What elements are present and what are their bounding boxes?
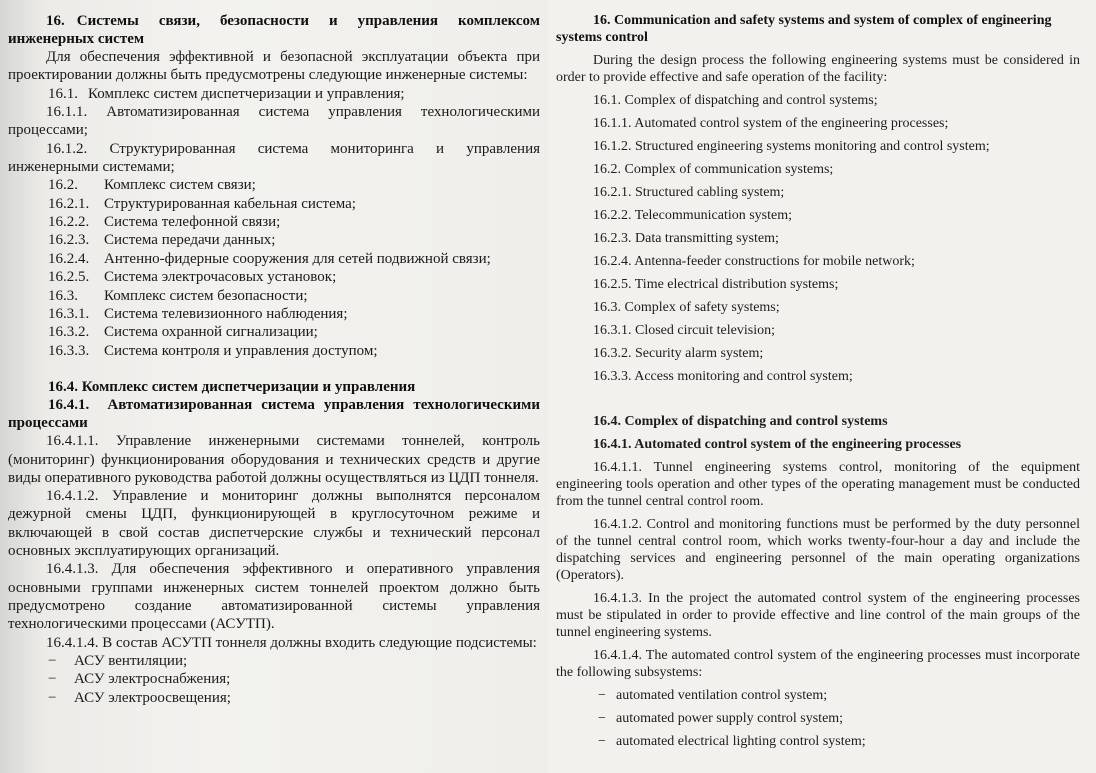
ru-list-item: 16.3.3. Система контроля и управления доступом; — [48, 342, 378, 359]
en-paragraph-16-4-1-3: 16.4.1.3. In the project the automated control system of the engineering processes must be stipulated in order to provide effective and line control of the main groups of the tunnel engineering systems. — [556, 591, 1080, 640]
ru-list-item: 16.2.4. Антенно-фидерные сооружения для сетей подвижной связи; — [48, 250, 491, 267]
ru-section-heading — [8, 12, 540, 48]
en-list-item: 16.2.3. Data transmitting system; — [593, 231, 779, 246]
spacer — [556, 385, 1080, 413]
en-list-item: 16.1.1. Automated control system of the engineering processes; — [593, 116, 949, 131]
en-bullet-item: − automated power supply control system; — [598, 711, 844, 726]
en-paragraph-16-4-1-2: 16.4.1.2. Control and monitoring functions must be performed by the duty personnel of the tunnel central control room, which works twenty-four-hour a day and include the dispatching services and engineering personnel of the main operating organizations (Operators). — [556, 517, 1080, 583]
ru-item-16-1-2: 16.1.2. Структурированная система мониторинга и управления инженерными системами; — [8, 140, 540, 175]
ru-paragraph-16-4-1-2: 16.4.1.2. Управление и мониторинг должны выполнятся персоналом дежурной смены ЦДП, функционирующей в круглосуточном режиме и включающей в свой состав диспетчерские службы и технический персонал основных эксплуатирующих организаций. — [8, 488, 540, 560]
ru-list-item: 16.2.5. Система электрочасовых установок; — [48, 269, 337, 286]
en-list-item: 16.2.5. Time electrical distribution systems; — [593, 277, 839, 292]
ru-section-number: 16. — [46, 13, 65, 29]
en-paragraph-16-4-1-4: 16.4.1.4. The automated control system of the engineering processes must incorporate the following subsystems: — [556, 648, 1080, 680]
en-section-heading: 16. Communication and safety systems and system of complex of engineering systems control — [556, 13, 1052, 45]
en-bullet-item: − automated ventilation control system; — [598, 688, 828, 703]
en-list-item: 16.3.2. Security alarm system; — [593, 346, 764, 361]
en-list-item: 16.3. Complex of safety systems; — [593, 300, 780, 315]
en-list-item: 16.2.1. Structured cabling system; — [593, 185, 785, 200]
spacer — [8, 360, 540, 378]
en-heading-16-4-1: 16.4.1. Automated control system of the engineering processes — [593, 437, 962, 452]
en-list-item: 16.1. Complex of dispatching and control systems; — [593, 93, 878, 108]
ru-list-item: 16.3. Комплекс систем безопасности; — [48, 287, 308, 304]
ru-list-item: 16.3.2. Система охранной сигнализации; — [48, 324, 318, 341]
ru-bullet-list — [8, 652, 540, 707]
ru-list-item: 16.2.3. Система передачи данных; — [48, 232, 276, 249]
ru-paragraph-16-4-1-1: 16.4.1.1. Управление инженерными системами тоннелей, контроль (мониторинг) функционирования оборудования и технических средств и другие виды оперативного руководства работой должны осуществляться из ЦДП тоннеля. — [8, 433, 540, 486]
ru-list-item: 16.2.2. Система телефонной связи; — [48, 214, 281, 230]
ru-heading-16-4: 16.4. Комплекс систем диспетчеризации и управления — [48, 379, 416, 396]
russian-text-block — [8, 12, 540, 707]
en-item-list — [556, 92, 1080, 385]
ru-list-item: 16.3.1. Система телевизионного наблюдения; — [48, 306, 348, 323]
en-list-item: 16.1.2. Structured engineering systems monitoring and control system; — [593, 139, 990, 154]
ru-heading-16-4-1: 16.4.1. Автоматизированная система управления технологическими процессами — [8, 397, 540, 432]
en-list-item: 16.2.4. Antenna-feeder constructions for mobile network; — [593, 254, 915, 269]
ru-item-16-1-1: 16.1.1. Автоматизированная система управления технологическими процессами; — [8, 104, 540, 139]
ru-list-item: 16.2. Комплекс систем связи; — [48, 177, 256, 194]
en-list-item: 16.3.3. Access monitoring and control system; — [593, 369, 853, 384]
ru-bullet-item: − АСУ вентиляции; — [48, 652, 188, 669]
en-bullet-list — [556, 687, 1080, 750]
en-paragraph-16-4-1-1: 16.4.1.1. Tunnel engineering systems control, monitoring of the equipment engineering tools operation and other types of the operating management must be conducted from the tunnel central control room. — [556, 460, 1080, 509]
ru-section-title: Системы связи, безопасности и управления комплексом инженерных систем — [8, 13, 540, 47]
en-bullet-item: − automated electrical lighting control system; — [598, 734, 866, 749]
en-list-item: 16.2.2. Telecommunication system; — [593, 208, 793, 223]
ru-intro-paragraph: Для обеспечения эффективной и безопасной эксплуатации объекта при проектировании должны быть предусмотрены следующие инженерные системы: — [8, 49, 540, 84]
ru-item-list — [8, 176, 540, 360]
en-intro-paragraph: During the design process the following engineering systems must be considered in order to provide effective and safe operation of the facility: — [556, 53, 1080, 85]
en-list-item: 16.3.1. Closed circuit television; — [593, 323, 775, 338]
ru-bullet-item: − АСУ электроснабжения; — [48, 671, 231, 688]
ru-paragraph-16-4-1-4: 16.4.1.4. В состав АСУТП тоннеля должны входить следующие подсистемы: — [46, 634, 537, 651]
ru-item-16-1: 16.1. Комплекс систем диспетчеризации и управления; — [48, 85, 405, 102]
ru-list-item: 16.2.1. Структурированная кабельная система; — [48, 195, 356, 212]
ru-paragraph-16-4-1-3: 16.4.1.3. Для обеспечения эффективного и оперативного управления основными группами инженерных систем тоннелей проектом должно быть предусмотрено создание автоматизированной системы управления технологическими процессами (АСУТП). — [8, 561, 540, 633]
english-column — [548, 0, 1096, 773]
english-text-block — [556, 12, 1080, 750]
ru-bullet-item: − АСУ электроосвещения; — [48, 689, 231, 706]
en-heading-16-4: 16.4. Complex of dispatching and control systems — [593, 414, 888, 429]
en-list-item: 16.2. Complex of communication systems; — [593, 162, 834, 177]
